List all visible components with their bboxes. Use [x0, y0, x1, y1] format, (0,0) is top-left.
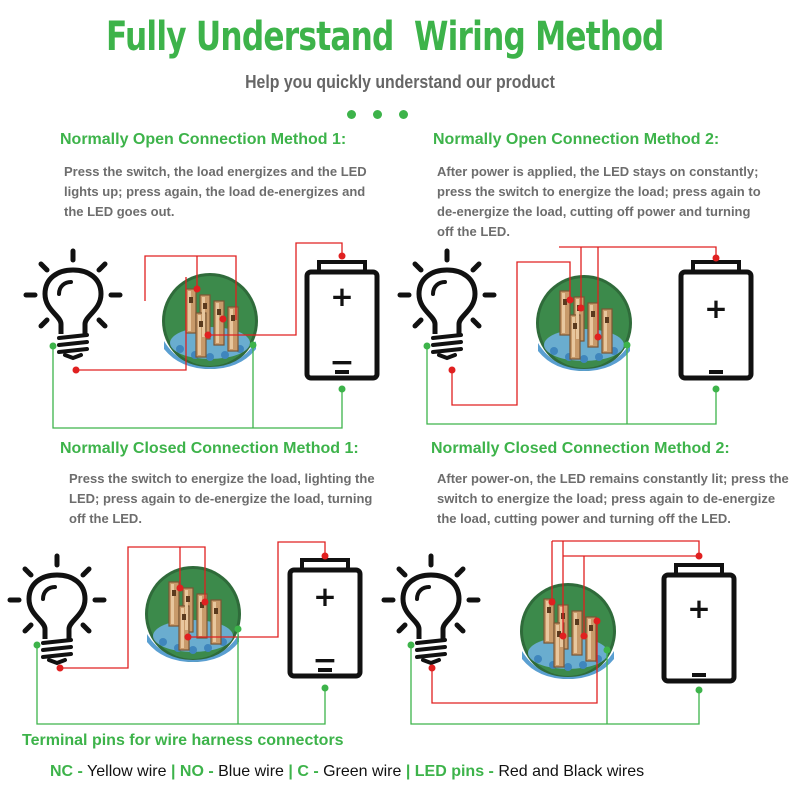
switch-image [162, 273, 258, 369]
diagram-nc1 [10, 542, 360, 724]
footer-heading: Terminal pins for wire harness connectors [22, 732, 344, 749]
c-label: C - [297, 763, 319, 780]
led-value: Red and Black wires [498, 763, 645, 780]
title-part-2: Wiring Method [414, 14, 664, 60]
diagram-nc2 [384, 541, 734, 724]
separator: | [170, 763, 176, 780]
no-value: Blue wire [218, 763, 284, 780]
nc-value: Yellow wire [87, 763, 167, 780]
no-label: NO - [179, 763, 214, 780]
section-title-no1: Normally Open Connection Method 1: [60, 131, 347, 148]
battery-minus-sign: − [329, 345, 355, 380]
title-part-1: Fully Understand [106, 14, 394, 60]
section-title-nc1: Normally Closed Connection Method 1: [60, 440, 359, 457]
battery-minus-sign: − [312, 643, 338, 678]
battery-plus-sign: + [330, 280, 354, 313]
led-label: LED pins - [414, 763, 494, 780]
section-desc-no1: Press the switch, the load energizes and the LED lights up; press again, the load de-energizes and the LED goes out. [64, 164, 367, 219]
light-bulb-icon [384, 556, 478, 663]
diagram-no1 [26, 243, 377, 428]
switch-image [520, 583, 616, 679]
section-title-nc2: Normally Closed Connection Method 2: [431, 440, 730, 457]
section-title-no2: Normally Open Connection Method 2: [433, 131, 720, 148]
wire-legend [50, 763, 644, 781]
light-bulb-icon [10, 556, 104, 663]
section-desc-nc2: After power-on, the LED remains constantly lit; press the switch to energize the load; press again to de-energize the load, cutting power and turning off the LED. [437, 471, 789, 526]
battery-plus-sign: + [313, 580, 337, 613]
battery-plus-sign: + [687, 592, 711, 625]
section-desc-nc1: Press the switch to energize the load, lighting the LED; press again to de-energize the load, turning off the LED. [69, 471, 375, 526]
nc-label: NC - [50, 763, 83, 780]
battery-plus-sign: + [704, 292, 728, 325]
switch-image [536, 275, 632, 371]
subtitle: Help you quickly understand our product [245, 72, 555, 92]
separator: | [288, 763, 293, 780]
separator: | [405, 763, 411, 780]
switch-image [145, 566, 241, 662]
c-value: Green wire [323, 763, 402, 780]
light-bulb-icon [400, 251, 494, 358]
diagram-no2 [400, 247, 751, 424]
section-desc-no2: After power is applied, the LED stays on constantly; press the switch to energize the load; press again to de-energize the load, cutting off power and turning off the LED. [437, 164, 761, 239]
light-bulb-icon [26, 251, 120, 358]
